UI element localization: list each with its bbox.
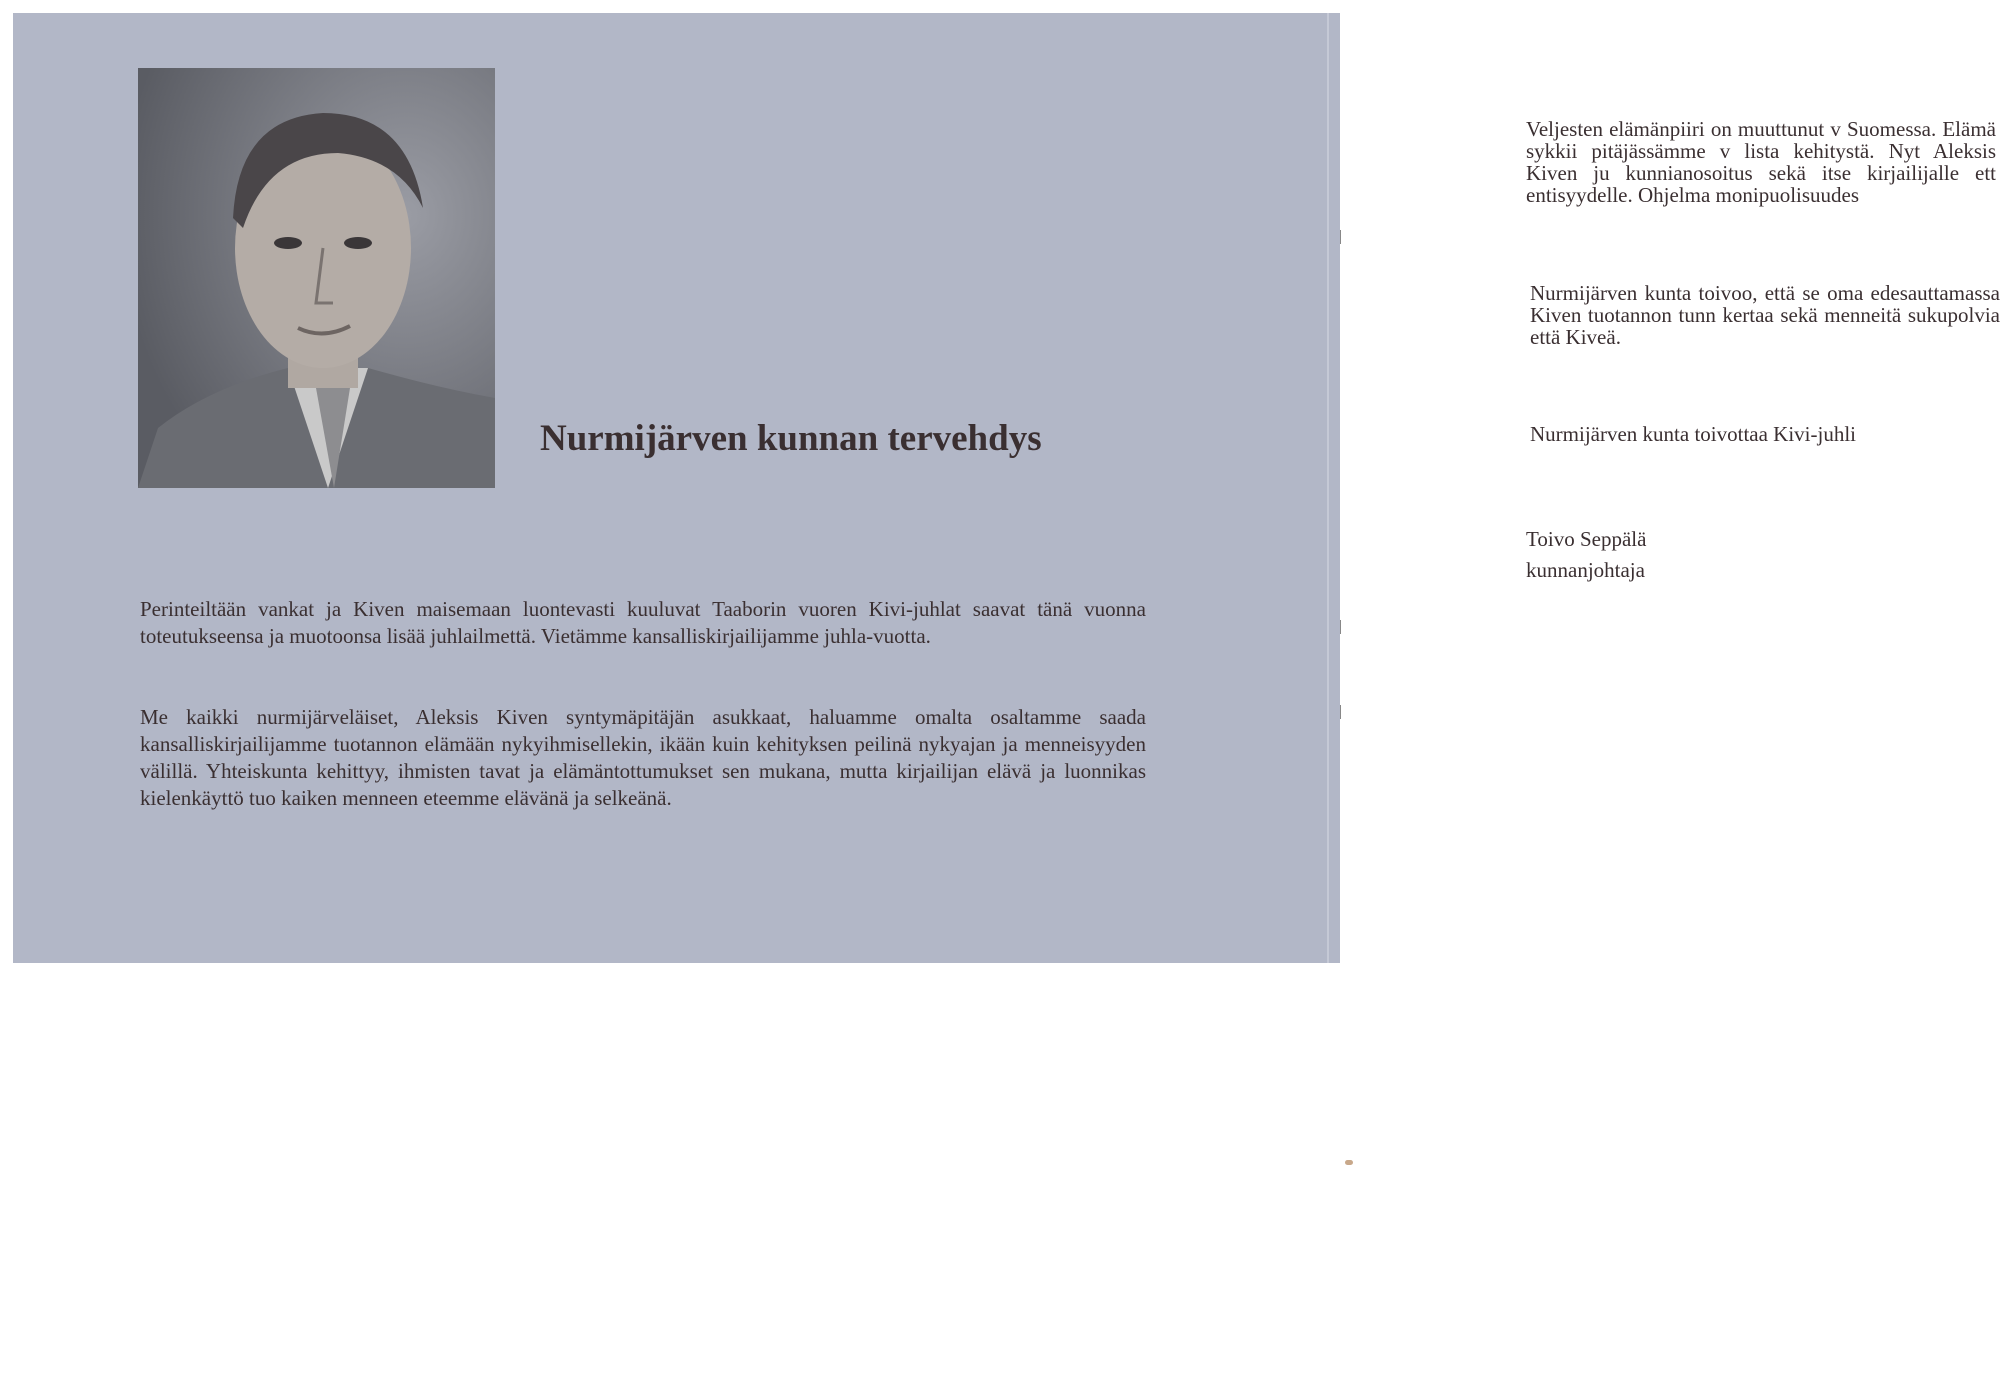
edge-mark: [1340, 620, 1341, 634]
paper-speck: [1345, 1160, 1353, 1165]
right-paragraph-2: Nurmijärven kunta toivoo, että se oma edesauttamassa Kiven tuotannon tunn kertaa sekä menneitä sukupolvia että Kiveä.: [1530, 281, 2000, 349]
signature-block: [1526, 524, 1646, 586]
edge-mark: [1340, 230, 1341, 244]
page-fold: [1327, 13, 1329, 963]
right-paragraph-1: Veljesten elämänpiiri on muuttunut v Suomessa. Elämä sykkii pitäjässämme v lista kehitystä. Nyt Aleksis Kiven ju kunnianosoitus sekä itse kirjailijalle ett entisyydelle. Ohjelma monipuolisuudes: [1526, 117, 1996, 207]
page-title: Nurmijärven kunnan tervehdys: [540, 418, 1042, 459]
portrait-photo: [138, 68, 495, 488]
body-paragraph: Me kaikki nurmijärveläiset, Aleksis Kiven syntymäpitäjän asukkaat, haluamme omalta osaltamme saada kansalliskirjailijamme tuotannon elämään nykyihmisellekin, ikään kuin kehityksen peilinä nykyajan ja menneisyyden välillä. Yhteiskunta kehittyy, ihmisten tavat ja elämäntottumukset sen mukana, mutta kirjailijan elävä ja luonnikas kielenkäyttö tuo kaiken menneen eteemme elävänä ja selkeänä.: [140, 705, 1146, 810]
edge-mark: [1340, 705, 1341, 719]
signature-title: kunnanjohtaja: [1526, 558, 1645, 582]
intro-paragraph: Perinteiltään vankat ja Kiven maisemaan luontevasti kuuluvat Taaborin vuoren Kivi-juhlat saavat tänä vuonna toteutukseensa ja muotoonsa lisää juhlailmettä. Vietämme kansalliskirjailijamme juhla-vuotta.: [140, 597, 1146, 648]
right-paragraph-3: Nurmijärven kunta toivottaa Kivi-juhli: [1530, 422, 1857, 446]
signature-name: Toivo Seppälä: [1526, 527, 1647, 551]
